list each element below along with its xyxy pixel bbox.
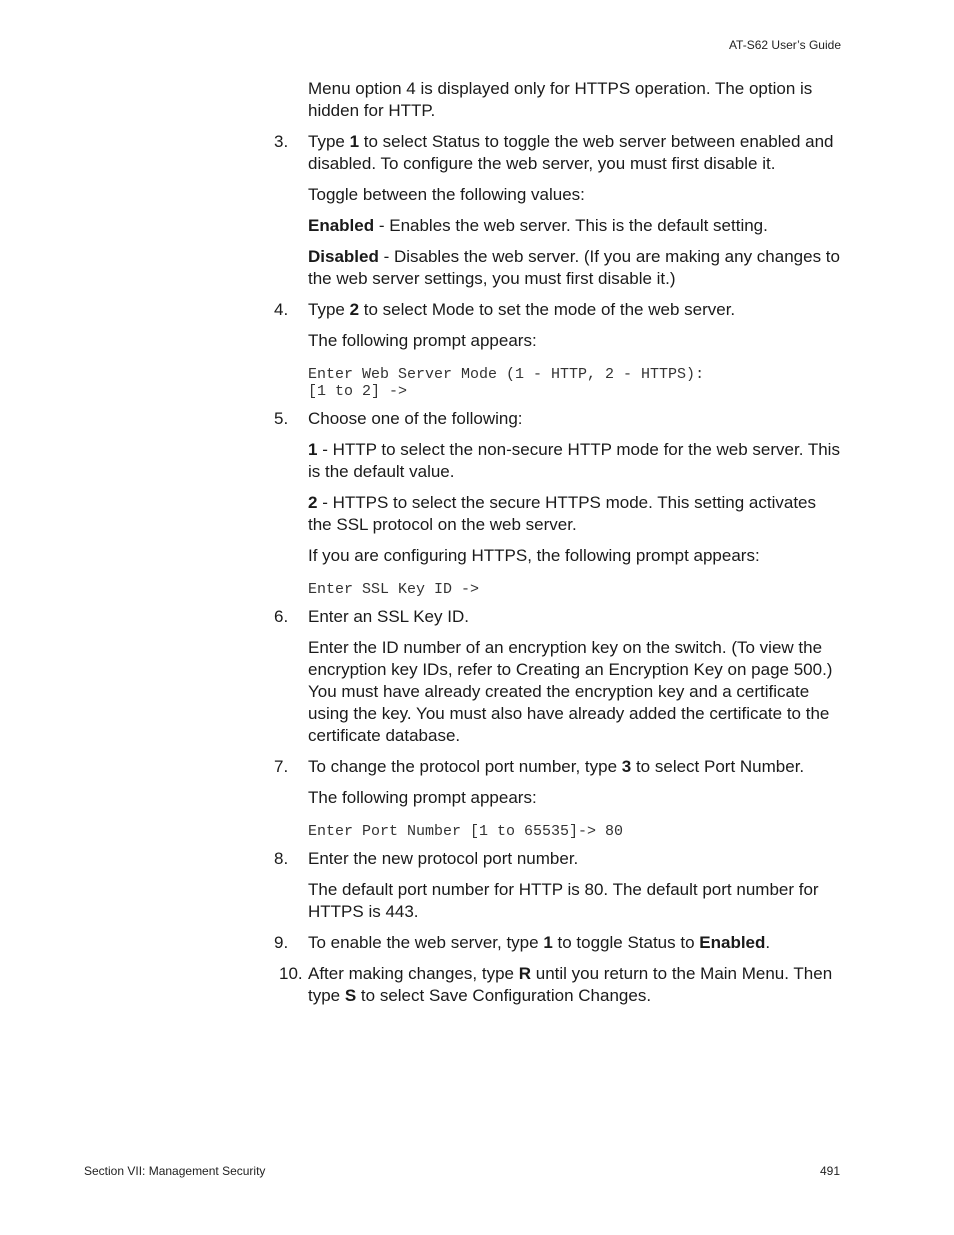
option-https (308, 492, 842, 536)
page-body (274, 78, 842, 1016)
key-label: R (518, 964, 532, 983)
step-7 (274, 756, 842, 778)
step-number: 4. (274, 300, 289, 319)
code-block-mode (308, 366, 842, 400)
code-line: [1 to 2] -> (308, 383, 408, 400)
step-text: to select Mode to set the mode of the web server. (359, 300, 736, 319)
option-label: Disabled (308, 247, 379, 266)
key-label: 3 (621, 757, 632, 776)
option-text: - HTTPS to select the secure HTTPS mode. This setting activates the SSL protocol on the web server. (308, 493, 817, 534)
step-number: 6. (274, 607, 289, 626)
step-text: Choose one of the following: (308, 409, 523, 428)
prompt-intro: The following prompt appears: (308, 331, 537, 350)
port-detail: The default port number for HTTP is 80. The default port number for HTTPS is 443. (308, 880, 819, 921)
key-label: 1 (349, 132, 360, 151)
step-text: to select Port Number. (631, 757, 805, 776)
step-number: 7. (274, 757, 289, 776)
prompt-intro: The following prompt appears: (308, 788, 537, 807)
key-label: 1 (543, 933, 553, 952)
step-number: 3. (274, 132, 289, 151)
step-text: Type (308, 132, 350, 151)
step-text: . (765, 933, 771, 952)
status-label: Enabled (699, 933, 766, 952)
option-text: - HTTP to select the non-secure HTTP mode for the web server. This is the default value. (308, 440, 840, 481)
code-block-ssl (308, 581, 842, 598)
disabled-option (308, 246, 842, 290)
key-label: S (344, 986, 357, 1005)
step-number: 10. (279, 964, 303, 983)
step-text: until you return to the Main Menu. Then type (308, 964, 833, 1005)
step-4 (274, 299, 842, 321)
key-label: 2 (349, 300, 360, 319)
option-http (308, 439, 842, 483)
step-number: 5. (274, 409, 289, 428)
ssl-key-detail: Enter the ID number of an encryption key on the switch. (To view the encryption key IDs, refer to Creating an Encryption Key on page 500.) You must have already created the encryption key and a certificate using the key. You must also have already added the certificate to the certificate database. (308, 638, 833, 745)
option-label: Enabled (308, 216, 375, 235)
step-text: To enable the web server, type (308, 933, 544, 952)
step-3 (274, 131, 842, 175)
intro-note: Menu option 4 is displayed only for HTTPS operation. The option is hidden for HTTP. (308, 79, 813, 120)
option-text: - Enables the web server. This is the default setting. (374, 216, 768, 235)
step-text: Enter an SSL Key ID. (308, 607, 469, 626)
enabled-option (308, 215, 842, 237)
https-prompt-intro: If you are configuring HTTPS, the following prompt appears: (308, 546, 760, 565)
option-label: 1 (308, 440, 318, 459)
step-text: Type (308, 300, 350, 319)
code-line: Enter Web Server Mode (1 - HTTP, 2 - HTTPS): (308, 366, 705, 383)
option-text: - Disables the web server. (If you are making any changes to the web server settings, you must first disable it.) (308, 247, 840, 288)
step-8 (274, 848, 842, 870)
step-text: To change the protocol port number, type (308, 757, 622, 776)
toggle-intro: Toggle between the following values: (308, 185, 585, 204)
step-text: Enter the new protocol port number. (308, 849, 579, 868)
step-text: to toggle Status to (552, 933, 700, 952)
page-number: 491 (819, 1164, 840, 1178)
code-block-port (308, 823, 842, 840)
running-header: AT-S62 User’s Guide (728, 38, 841, 52)
step-text: to select Status to toggle the web server between enabled and disabled. To configure the web server, you must first disable it. (308, 132, 834, 173)
step-5 (274, 408, 842, 430)
step-text: to select Save Configuration Changes. (356, 986, 652, 1005)
step-number: 9. (274, 933, 289, 952)
step-10 (279, 963, 842, 1007)
code-line: Enter SSL Key ID -> (308, 581, 480, 598)
code-line: Enter Port Number [1 to 65535]-> 80 (308, 823, 624, 840)
step-text: After making changes, type (308, 964, 519, 983)
option-label: 2 (308, 493, 318, 512)
step-9 (274, 932, 842, 954)
footer-section: Section VII: Management Security (84, 1164, 266, 1178)
step-6 (274, 606, 842, 628)
step-number: 8. (274, 849, 289, 868)
